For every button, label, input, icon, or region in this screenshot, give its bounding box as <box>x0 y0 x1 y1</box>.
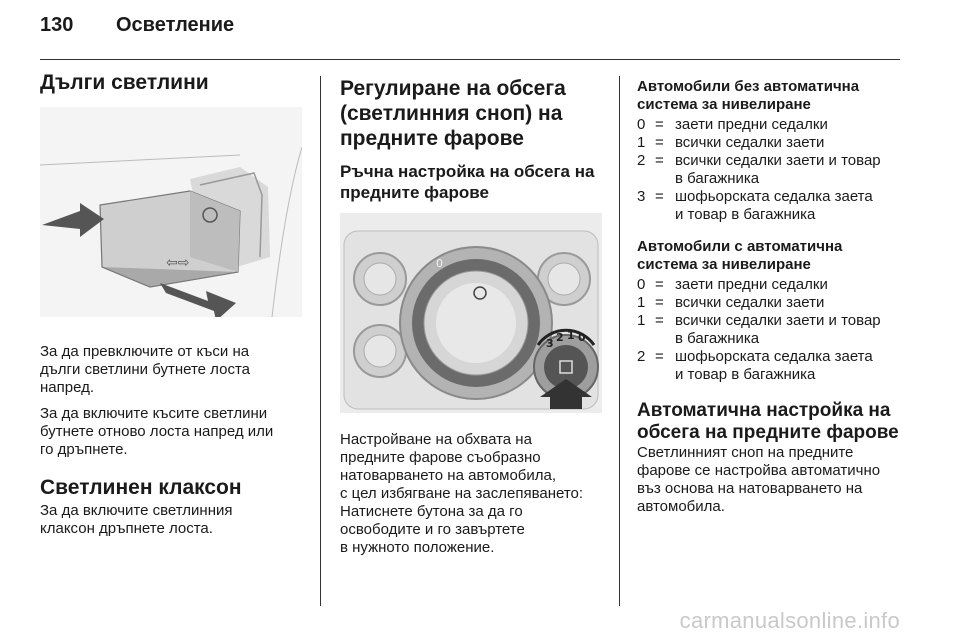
page-title: Осветление <box>116 14 235 36</box>
item-equals: = <box>655 348 664 365</box>
heading-line: система за нивелиране <box>637 96 811 113</box>
item-equals: = <box>655 294 664 311</box>
paragraph-headlight-flash <box>40 502 302 538</box>
heading-auto-leveling <box>637 238 907 274</box>
item-text-line: всички седалки заети <box>675 294 825 311</box>
list-no-auto-leveling <box>637 116 907 224</box>
text-line: фарове се настройва автоматично <box>637 462 881 479</box>
paragraph-low-beam-on <box>40 405 302 459</box>
heading-line: Автомобили с автоматична <box>637 238 843 255</box>
list-item <box>637 312 907 348</box>
text-line: клаксон дръпнете лоста. <box>40 520 213 537</box>
text-line: За да включите късите светлини <box>40 405 268 422</box>
item-text-line: всички седалки заети и товар <box>675 312 881 329</box>
text-line: автомобила. <box>637 498 725 515</box>
text-line: За да включите светлинния <box>40 502 233 519</box>
heading-no-auto-leveling <box>637 78 907 114</box>
item-number: 1 <box>637 312 646 329</box>
page-header <box>40 14 234 37</box>
list-item <box>637 134 907 152</box>
item-text-line: и товар в багажника <box>675 366 816 383</box>
text-line: въз основа на натоварването на <box>637 480 863 497</box>
text-line: го дръпнете. <box>40 441 128 458</box>
text-line: За да превключите от къси на <box>40 343 250 360</box>
heading-beam-range <box>340 76 602 151</box>
item-equals: = <box>655 312 664 329</box>
dial-zero-label: 0 <box>436 257 443 270</box>
paragraph-high-beam-on <box>40 343 302 397</box>
item-equals: = <box>655 152 664 169</box>
text-line: Натиснете бутона за да го <box>340 503 523 520</box>
item-equals: = <box>655 276 664 293</box>
item-text <box>675 152 907 188</box>
list-item <box>637 294 907 312</box>
item-number: 2 <box>637 348 646 365</box>
list-item <box>637 348 907 384</box>
heading-line: (светлинния сноп) на <box>340 102 563 125</box>
text-line: предните фарове съобразно <box>340 449 541 466</box>
text-line: бутнете отново лоста напред или <box>40 423 274 440</box>
subheading-line: предните фарове <box>340 183 489 202</box>
text-line: дълги светлини бутнете лоста <box>40 361 250 378</box>
heading-auto-adjust <box>637 400 907 444</box>
heading-headlight-flash: Светлинен клаксон <box>40 476 242 499</box>
watermark: carmanualsonline.info <box>679 608 900 633</box>
list-item <box>637 188 907 224</box>
item-text <box>675 276 907 294</box>
text-line: натоварването на автомобила, <box>340 467 557 484</box>
column-1 <box>40 70 302 546</box>
item-number: 3 <box>637 188 646 205</box>
item-text-line: в багажника <box>675 170 760 187</box>
heading-line: система за нивелиране <box>637 256 811 273</box>
item-text-line: всички седалки заети <box>675 134 825 151</box>
item-number: 0 <box>637 276 646 293</box>
item-equals: = <box>655 134 664 151</box>
text-line: напред. <box>40 379 95 396</box>
list-auto-leveling <box>637 276 907 384</box>
item-text <box>675 134 907 152</box>
subheading-line: Ръчна настройка на обсега на <box>340 162 595 181</box>
dial-digit: 0 <box>578 331 586 344</box>
item-number: 2 <box>637 152 646 169</box>
item-text-line: и товар в багажника <box>675 206 816 223</box>
item-text <box>675 116 907 134</box>
item-text-line: шофьорската седалка заета <box>675 188 873 205</box>
header-rule <box>40 59 900 60</box>
text-line: с цел избягване на заслепяването: <box>340 485 584 502</box>
list-item <box>637 276 907 294</box>
item-number: 0 <box>637 116 646 133</box>
heading-line: Регулиране на обсега <box>340 77 566 100</box>
item-equals: = <box>655 116 664 133</box>
list-item <box>637 152 907 188</box>
svg-text:⇦⇨: ⇦⇨ <box>166 255 190 271</box>
heading-line: обсега на предните фарове <box>637 422 899 443</box>
list-item <box>637 116 907 134</box>
item-number: 1 <box>637 294 646 311</box>
item-equals: = <box>655 188 664 205</box>
dial-digit: 1 <box>567 329 575 342</box>
page-number: 130 <box>40 14 74 36</box>
text-line: в нужното положение. <box>340 539 495 556</box>
column-divider-2 <box>619 76 620 606</box>
item-text <box>675 348 907 384</box>
heading-line: предните фарове <box>340 127 524 150</box>
item-text-line: шофьорската седалка заета <box>675 348 873 365</box>
column-2 <box>340 76 602 565</box>
item-text-line: заети предни седалки <box>675 116 828 133</box>
subheading-manual-adjust <box>340 161 602 203</box>
heading-line: Автомобили без автоматична <box>637 78 860 95</box>
headlight-switch-illustration <box>340 213 602 413</box>
lever-illustration <box>40 107 302 317</box>
heading-line: Автоматична настройка на <box>637 400 891 421</box>
item-text-line: всички седалки заети и товар <box>675 152 881 169</box>
text-line: Настройване на обхвата на <box>340 431 532 448</box>
paragraph-manual-adjust <box>340 431 602 557</box>
text-line: освободите и го завъртете <box>340 521 525 538</box>
column-divider-1 <box>320 76 321 606</box>
text-line: Светлинният сноп на предните <box>637 444 854 461</box>
item-text <box>675 294 907 312</box>
heading-high-beam: Дълги светлини <box>40 71 209 94</box>
dial-digit: 3 <box>546 337 554 350</box>
item-text <box>675 312 907 348</box>
item-text-line: в багажника <box>675 330 760 347</box>
paragraph-auto-adjust <box>637 444 907 516</box>
column-3 <box>637 78 907 524</box>
item-number: 1 <box>637 134 646 151</box>
dial-digit: 2 <box>556 331 564 344</box>
item-text-line: заети предни седалки <box>675 276 828 293</box>
item-text <box>675 188 907 224</box>
